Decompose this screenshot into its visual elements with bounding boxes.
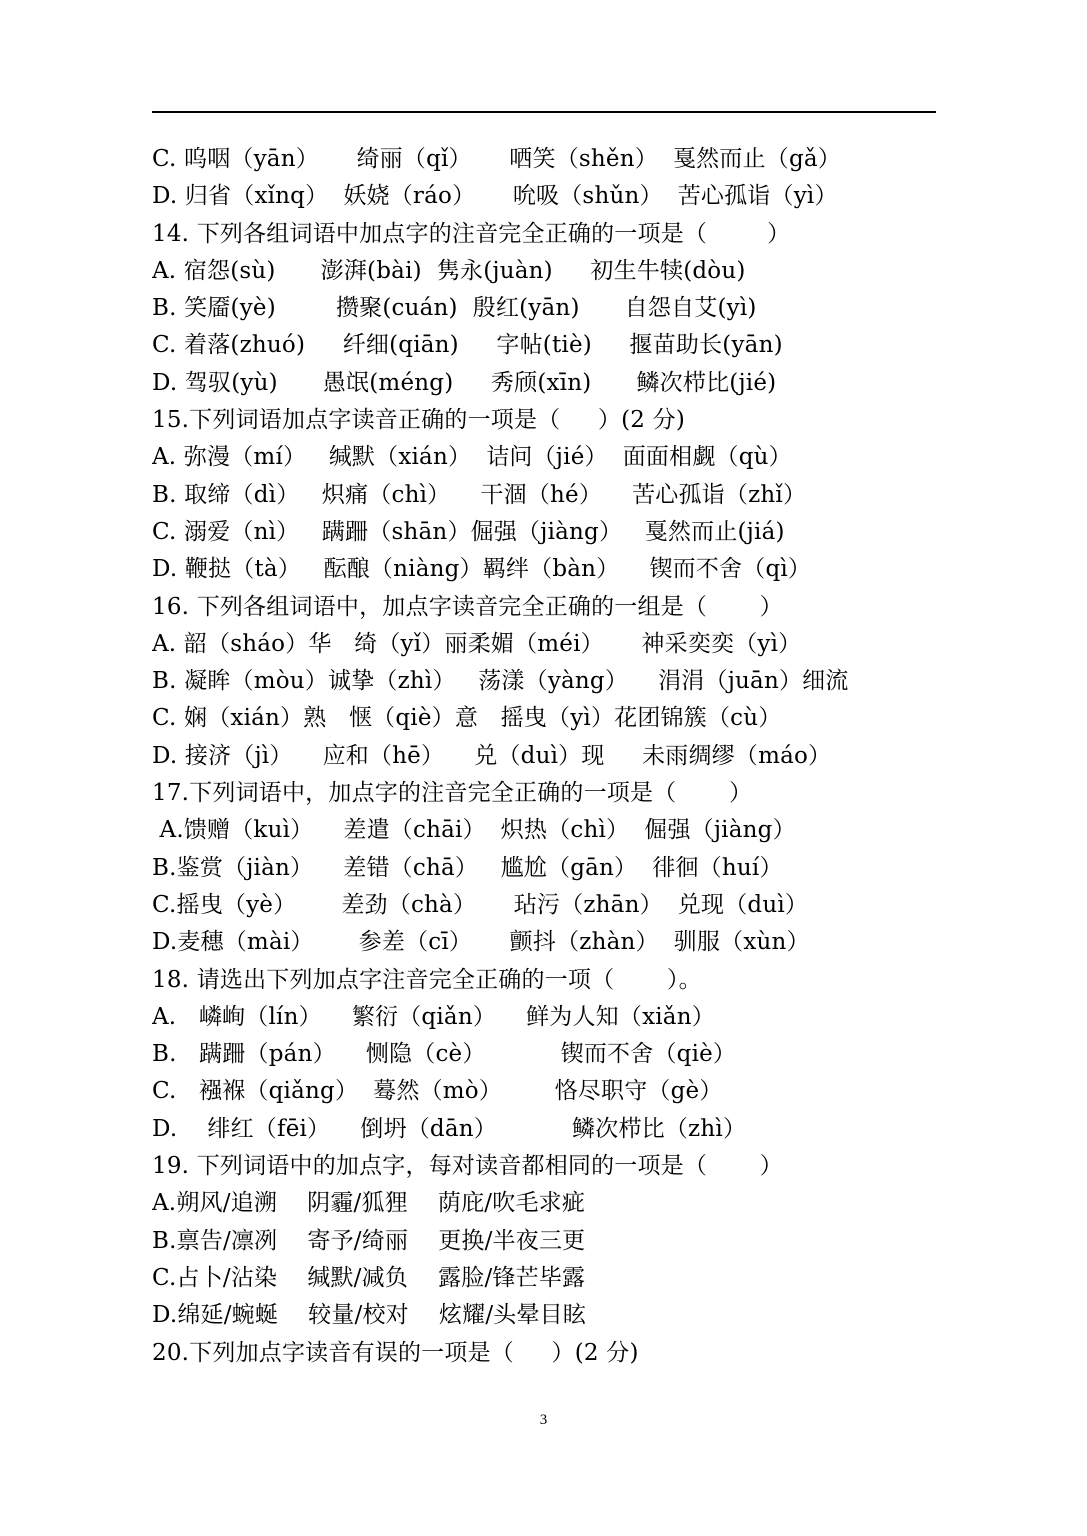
text-line: A.朔风/追溯 阴霾/狐狸 荫庇/吹毛求疵 [152, 1190, 586, 1217]
text-line: C. 襁褓（qiǎng） 蓦然（mò） 恪尽职守（gè） [152, 1078, 723, 1105]
text-line: 15.下列词语加点字读音正确的一项是（ ）(2 分) [152, 407, 686, 434]
text-line: C.占卜/沾染 缄默/减负 露脸/锋芒毕露 [152, 1264, 586, 1291]
page-number: 3 [539, 1412, 548, 1428]
text-line: D. 归省（xǐnq） 妖娆（ráo） 吮吸（shǔn） 苦心孤诣（yì） [152, 183, 838, 210]
text-line: C. 着落(zhuó) 纤细(qiān) 字帖(tiè) 揠苗助长(yān) [152, 332, 783, 359]
text-line: A. 韶（sháo）华 绮（yǐ）丽柔媚（méi） 神采奕奕（yì） [152, 630, 802, 657]
text-line: 19. 下列词语中的加点字，每对读音都相同的一项是（ ） [152, 1153, 783, 1180]
text-line: A. 嶙峋（lín） 繁衍（qiǎn） 鲜为人知（xiǎn） [152, 1003, 715, 1030]
text-line: C.摇曳（yè） 差劲（chà） 玷污（zhān） 兑现（duì） [152, 891, 809, 918]
header-rule [152, 111, 936, 113]
text-line: 18. 请选出下列加点字注音完全正确的一项（ ）。 [152, 966, 702, 993]
text-line: B. 蹒跚（pán） 恻隐（cè） 锲而不舍（qiè） [152, 1041, 737, 1068]
text-line: D. 绯红（fēi） 倒坍（dān） 鳞次栉比（zhì） [152, 1115, 747, 1142]
text-line: B.鉴赏（jiàn） 差错（chā） 尴尬（gān） 徘徊（huí） [152, 854, 783, 881]
text-line: 16. 下列各组词语中，加点字读音完全正确的一组是（ ） [152, 593, 783, 620]
question-text-block [152, 141, 936, 1372]
text-line: A.馈赠（kuì） 差遣（chāi） 炽热（chì） 倔强（jiàng） [152, 817, 796, 844]
text-line: B. 凝眸（mòu）诚挚（zhì） 荡漾（yàng） 涓涓（juān）细流 [152, 668, 849, 695]
text-line: B. 笑靥(yè) 攒聚(cuán) 殷红(yān) 自怨自艾(yì) [152, 295, 757, 322]
text-line: C. 溺爱（nì） 蹒跚（shān）倔强（jiàng） 戛然而止(jiá) [152, 518, 785, 545]
text-line: C. 娴（xián）熟 惬（qiè）意 摇曳（yì）花团锦簇（cù） [152, 705, 782, 732]
text-line: C. 呜咽（yān） 绮丽（qǐ） 哂笑（shěn） 戛然而止（gǎ） [152, 146, 842, 172]
text-line: A. 宿怨(sù) 澎湃(bài) 隽永(juàn) 初生牛犊(dòu) [152, 257, 746, 284]
text-line: A. 弥漫（mí） 缄默（xián） 诘问（jié） 面面相觑（qù） [152, 444, 792, 471]
text-line: 20.下列加点字读音有误的一项是（ ）(2 分) [152, 1339, 639, 1366]
text-line: D.麦穗（mài） 参差（cī） 颤抖（zhàn） 驯服（xùn） [152, 929, 810, 956]
text-line: D. 驾驭(yù) 愚氓(méng) 秀颀(xīn) 鳞次栉比(jié) [152, 369, 777, 396]
text-line: D.绵延/蜿蜒 较量/校对 炫耀/头晕目眩 [152, 1302, 587, 1329]
text-line: B. 取缔（dì） 炽痛（chì） 干涸（hé） 苦心孤诣（zhǐ） [152, 481, 807, 508]
text-line: 17.下列词语中，加点字的注音完全正确的一项是（ ） [152, 780, 753, 807]
text-line: D. 鞭挞（tà） 酝酿（niàng）羁绊（bàn） 锲而不舍（qì） [152, 556, 812, 583]
text-line: 14. 下列各组词语中加点字的注音完全正确的一项是（ ） [152, 220, 791, 247]
text-line: D. 接济（jì） 应和（hē） 兑（duì）现 未雨绸缪（máo） [152, 742, 832, 769]
text-line: B.禀告/凛冽 寄予/绮丽 更换/半夜三更 [152, 1227, 586, 1254]
